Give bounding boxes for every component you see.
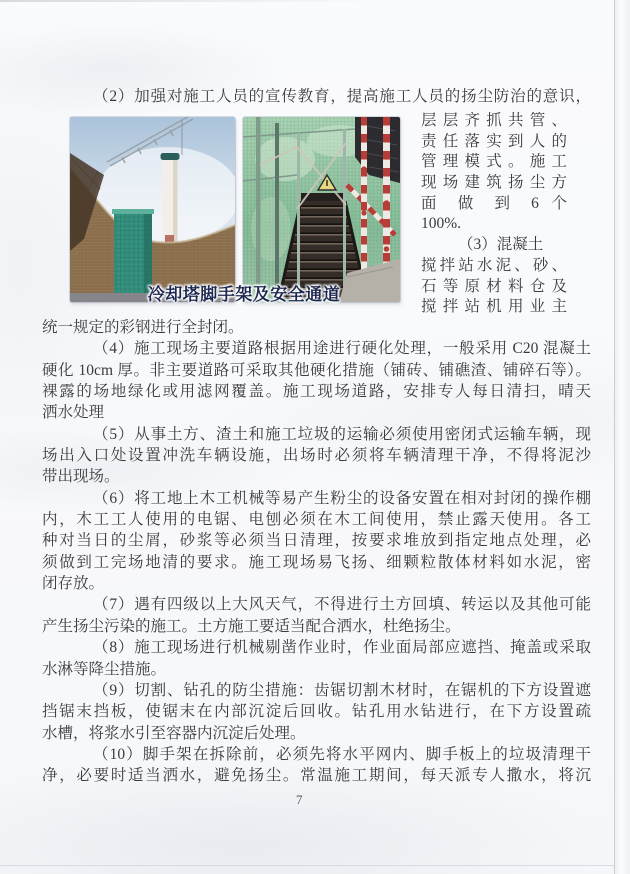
safety-staircase-illustration [243,117,400,302]
side-text-line: 石等原材料仓及 [421,277,567,295]
body-text-line: 统一规定的彩钢进行全封闭。 [42,319,244,336]
paragraph-2-line: （2）加强对施工人员的宣传教育，提高施工人员的扬尘防治的意识， [93,88,591,105]
body-text-line: 裸露的场地绿化或用滤网覆盖。施工现场道路，安排专人每日清扫，晴天 [42,383,591,401]
page-number: 7 [296,792,303,807]
scan-top-edge [0,0,630,2]
body-text-line: 水淋等降尘措施。 [42,660,167,678]
body-text-line: 内，木工工人使用的电锯、电刨必须在木工间使用，禁止露天使用。各工 [42,511,591,529]
side-text-line: 责任落实到人的 [421,132,567,150]
body-text-line: （5）从事土方、渣土和施工垃圾的运输必须使用密闭式运输车辆，现 [93,425,591,443]
body-text-line: （6）将工地上木工机械等易产生粉尘的设备安置在相对封闭的操作棚 [93,489,591,507]
body-text-line: 净，必要时适当洒水，避免扬尘。常温施工期间，每天派专人撒水，将沉 [42,767,591,785]
body-text-line: 闭存放。 [42,575,105,593]
scan-bottom-edge [0,865,614,866]
side-text-line: 搅拌站机用业主 [421,298,567,316]
side-text-line: 搅拌站水泥、砂、 [421,256,567,274]
body-text-line: （8）施工现场进行机械剔凿作业时，作业面局部应遮挡、掩盖或采取 [93,639,591,657]
side-text-line: 现场建筑扬尘方 [421,174,567,192]
body-text-line: 硬化 10cm 厚。非主要道路可采取其他硬化措施（铺砖、铺礁渣、铺碎石等）。 [42,361,591,379]
body-text-line: 挡锯末挡板，使锯末在内部沉淀后回收。钻孔用水钻进行，在下方设置疏 [42,703,591,721]
cooling-tower-photo [70,117,235,302]
side-text-line: 层层齐抓共管、 [421,112,567,129]
figure-caption: 冷却塔脚手架及安全通道 [147,285,341,304]
body-text-line: 须做到工完场地清的要求。施工现场易飞扬、细颗粒散体材料如水泥，密 [42,553,591,571]
body-text-line: （9）切割、钻孔的防尘措施：齿锯切割木材时，在锯机的下方设置遮 [93,681,591,699]
side-text-line: 管理模式。施工 [421,153,567,171]
body-text-line: （10）脚手架在拆除前，必须先将水平网内、脚手板上的垃圾清理干 [93,745,591,763]
side-text-line: 面 做 到 6 个 [421,194,567,212]
side-text-line: （3）混凝土 [458,236,544,254]
body-text-line: 带出现场。 [42,468,120,486]
body-text-line: 水槽，将浆水引至容器内沉淀后处理。 [42,724,306,742]
side-text-line: 100%. [421,215,462,233]
body-text [42,317,591,787]
body-text-line: 种对当日的尘屑，砂浆等必须当日清理，按要求堆放到指定地点处理，必 [42,532,591,550]
body-text-line: 洒水处理 [42,404,105,422]
safety-passage-photo [243,117,400,302]
side-text-column [421,111,567,318]
body-text-line: 场出入口处设置冲洗车辆设施，出场时必须将车辆清理干净，不得将泥沙 [42,447,591,465]
cooling-tower-illustration [70,117,235,302]
body-text-line: （4）施工现场主要道路根据用途进行硬化处理，一般采用 C20 混凝土 [93,340,591,358]
body-text-line: （7）遇有四级以上大风天气，不得进行土方回填、转运以及其他可能 [93,596,591,614]
body-text-line: 产生扬尘污染的施工。土方施工要适当配合洒水，杜绝扬尘。 [42,617,461,635]
scan-right-strip [615,0,630,874]
